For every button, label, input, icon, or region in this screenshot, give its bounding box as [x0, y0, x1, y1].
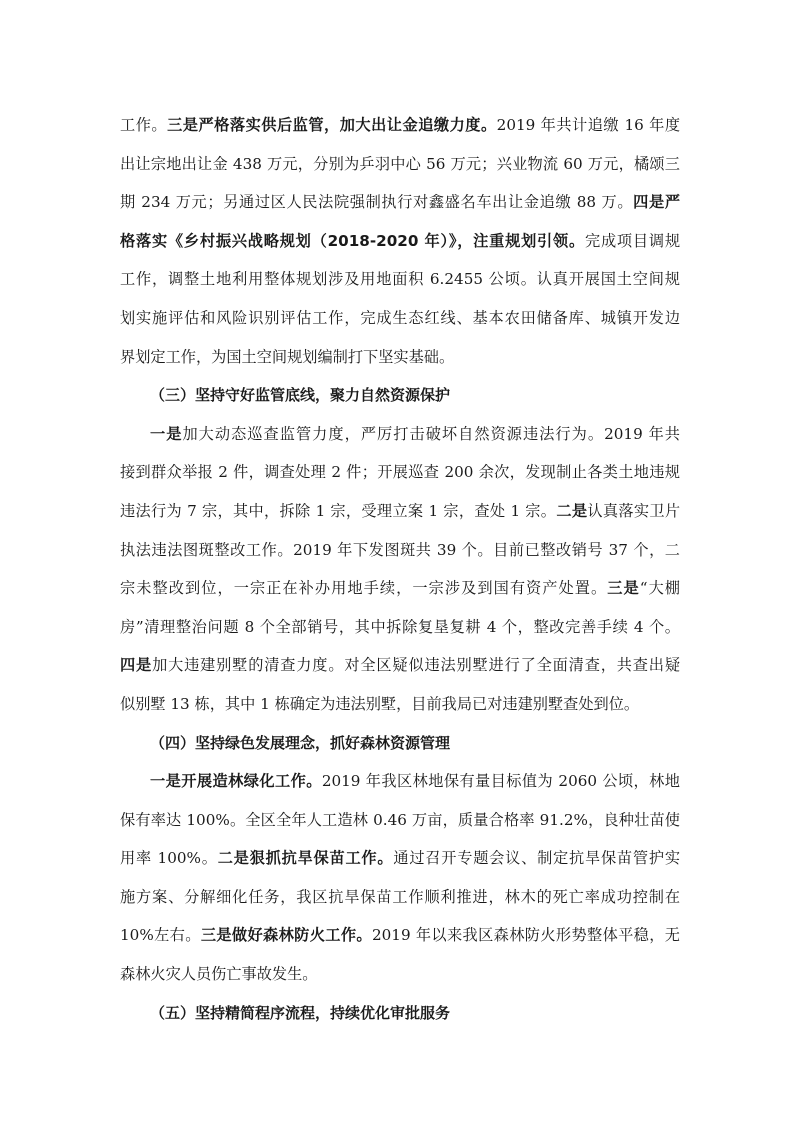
paragraph-line — [120, 646, 680, 685]
paragraph-line — [120, 955, 680, 994]
paragraph-line — [120, 762, 680, 801]
paragraph-line — [120, 299, 680, 338]
section-heading — [120, 724, 680, 763]
text-run: 认真落实卫片 — [587, 501, 681, 520]
paragraph-line — [120, 183, 680, 222]
bold-text: 二是 — [556, 501, 588, 520]
bold-text: （四）坚持绿色发展理念，抓好森林资源管理 — [150, 733, 451, 752]
paragraph-line — [120, 415, 680, 454]
bold-text: 三是严格落实供后监管，加大出让金追缴力度。 — [167, 116, 497, 134]
bold-text: （五）坚持精简程序流程，持续优化审批服务 — [150, 1003, 451, 1022]
text-run: 工作。 — [120, 116, 168, 134]
text-run: 划实施评估和风险识别评估工作，完成生态红线、基本农田储备库、城镇开发边 — [120, 308, 680, 327]
paragraph-line — [120, 878, 680, 917]
text-run: 接到群众举报 2 件，调查处理 2 件；开展巡查 200 余次，发现制止各类土地违规 — [120, 463, 680, 482]
paragraph-line — [120, 801, 680, 840]
paragraph-line — [120, 453, 680, 492]
text-run: 2019 年共计追缴 16 年度 — [496, 116, 681, 134]
paragraph-line — [120, 145, 680, 184]
bold-text: （三）坚持守好监管底线，聚力自然资源保护 — [150, 386, 451, 405]
text-run: 用率 100%。 — [120, 849, 218, 868]
bold-text: 一是 — [150, 424, 183, 443]
paragraph-line — [120, 685, 680, 724]
document-body — [120, 106, 680, 1032]
paragraph-line — [120, 492, 680, 531]
paragraph-line — [120, 608, 680, 647]
text-run: 期 234 万元；另通过区人民法院强制执行对鑫盛名车出让金追缴 88 万。 — [120, 193, 634, 212]
paragraph-line — [120, 338, 680, 377]
text-run: 保有率达 100%。全区全年人工造林 0.46 万亩，质量合格率 91.2%，良种壮苗使 — [120, 810, 680, 829]
text-run: 宗未整改到位，一宗正在补办用地手续，一宗涉及到国有资产处置。 — [120, 579, 608, 598]
section-heading — [120, 994, 680, 1033]
section-heading — [120, 376, 680, 415]
text-run: 2019 年我区林地保有量目标值为 2060 公顷，林地 — [321, 772, 680, 791]
text-run: 森林火灾人员伤亡事故发生。 — [120, 965, 318, 984]
paragraph-line — [120, 839, 680, 878]
text-run: 加大动态巡查监管力度，严厉打击破坏自然资源违法行为。2019 年共 — [182, 424, 680, 443]
text-run: 通过召开专题会议、制定抗旱保苗管护实 — [393, 849, 681, 868]
bold-text: 三是做好森林防火工作。 — [200, 926, 372, 945]
paragraph-line — [120, 222, 680, 261]
paragraph-line — [120, 531, 680, 570]
bold-text: 四是 — [120, 656, 153, 675]
text-run: 似别墅 13 栋，其中 1 栋确定为违法别墅，目前我局已对违建别墅查处到位。 — [120, 694, 640, 713]
paragraph-line — [120, 569, 680, 608]
text-run: 加大违建别墅的清查力度。对全区疑似违法别墅进行了全面清查，共查出疑 — [152, 656, 681, 675]
bold-text: 三是 — [607, 579, 640, 598]
text-run: 完成项目调规 — [584, 231, 680, 250]
text-run: 界划定工作，为国土空间规划编制打下坚实基础。 — [120, 347, 455, 366]
text-run: 房”清理整治问题 8 个全部销号，其中拆除复垦复耕 4 个，整改完善手续 4 个。 — [120, 617, 680, 636]
bold-text: 二是狠抓抗旱保苗工作。 — [217, 849, 394, 868]
text-run: 执法违法图斑整改工作。2019 年下发图斑共 39 个。目前已整改销号 37 个，二 — [120, 540, 680, 559]
paragraph-line — [120, 106, 680, 145]
bold-text: 一是开展造林绿化工作。 — [150, 772, 322, 791]
text-run: 出让宗地出让金 438 万元，分别为乒羽中心 56 万元；兴业物流 60 万元，橘颂三 — [120, 154, 680, 173]
text-run: “大棚 — [639, 579, 680, 598]
text-run: 违法行为 7 宗，其中，拆除 1 宗，受理立案 1 宗，查处 1 宗。 — [120, 501, 557, 520]
text-run: 工作，调整土地利用整体规划涉及用地面积 6.2455 公顷。认真开展国土空间规 — [120, 270, 680, 289]
text-run: 2019 年以来我区森林防火形势整体平稳，无 — [371, 926, 680, 945]
text-run: 施方案、分解细化任务，我区抗旱保苗工作顺利推进，林木的死亡率成功控制在 — [120, 887, 680, 906]
bold-text: 格落实《乡村振兴战略规划（2018-2020 年）》，注重规划引领。 — [120, 231, 585, 250]
text-run: 10%左右。 — [120, 926, 201, 945]
paragraph-line — [120, 916, 680, 955]
bold-text: 四是严 — [633, 193, 681, 212]
paragraph-line — [120, 260, 680, 299]
